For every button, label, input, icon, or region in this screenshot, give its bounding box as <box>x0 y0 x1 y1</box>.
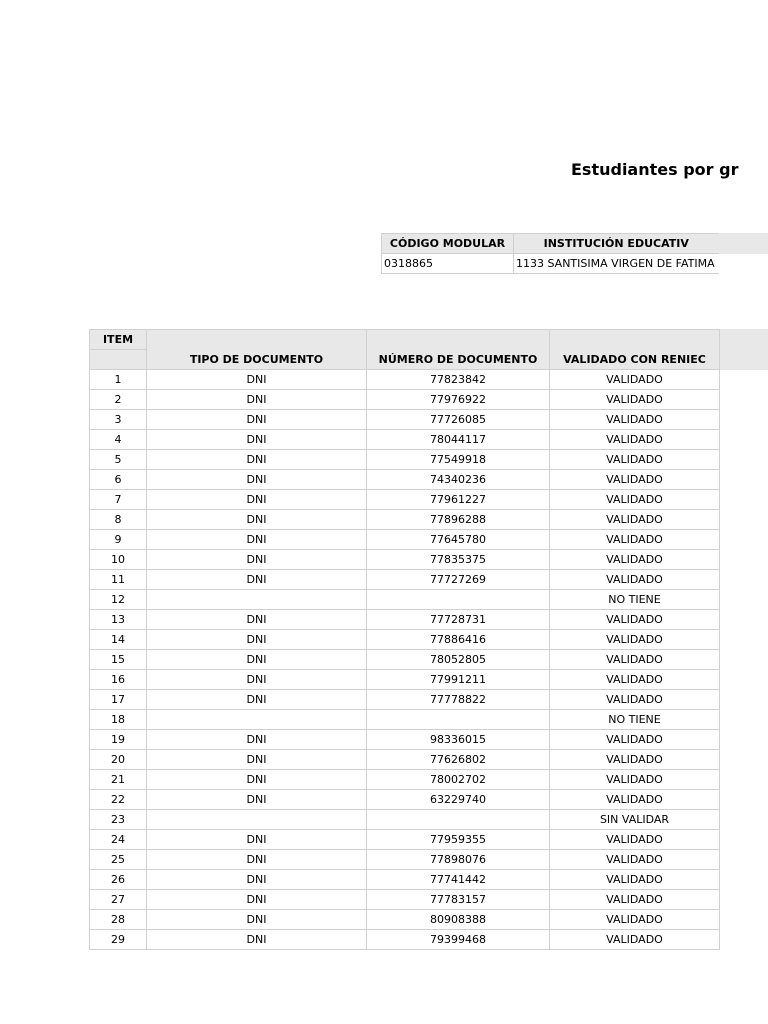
item-cell: 21 <box>90 770 147 790</box>
validado-cell: NO TIENE <box>550 590 720 610</box>
numero-documento-cell: 77886416 <box>367 630 550 650</box>
tipo-documento-cell: DNI <box>147 770 367 790</box>
header-numero-documento: NÚMERO DE DOCUMENTO <box>367 350 550 370</box>
tipo-documento-cell: DNI <box>147 930 367 950</box>
tipo-documento-cell: DNI <box>147 430 367 450</box>
numero-documento-cell: 78052805 <box>367 650 550 670</box>
validado-cell: SIN VALIDAR <box>550 810 720 830</box>
validado-cell: VALIDADO <box>550 610 720 630</box>
validado-cell: VALIDADO <box>550 650 720 670</box>
tipo-documento-cell: DNI <box>147 410 367 430</box>
tipo-documento-cell: DNI <box>147 490 367 510</box>
item-cell: 3 <box>90 410 147 430</box>
validado-cell: VALIDADO <box>550 830 720 850</box>
tipo-documento-cell: DNI <box>147 670 367 690</box>
item-cell: 9 <box>90 530 147 550</box>
item-cell: 22 <box>90 790 147 810</box>
table-row <box>90 770 720 790</box>
numero-documento-cell: 77961227 <box>367 490 550 510</box>
validado-cell: VALIDADO <box>550 910 720 930</box>
table-row <box>90 390 720 410</box>
table-row <box>90 410 720 430</box>
validado-cell: VALIDADO <box>550 510 720 530</box>
tipo-documento-cell: DNI <box>147 870 367 890</box>
tipo-documento-cell: DNI <box>147 610 367 630</box>
tipo-documento-cell: DNI <box>147 470 367 490</box>
item-cell: 14 <box>90 630 147 650</box>
numero-documento-cell: 77976922 <box>367 390 550 410</box>
table-row <box>90 670 720 690</box>
table-row <box>90 750 720 770</box>
numero-documento-cell: 74340236 <box>367 470 550 490</box>
table-row <box>90 710 720 730</box>
item-cell: 11 <box>90 570 147 590</box>
numero-documento-cell: 77778822 <box>367 690 550 710</box>
validado-cell: VALIDADO <box>550 430 720 450</box>
validado-cell: VALIDADO <box>550 790 720 810</box>
table-row <box>90 870 720 890</box>
validado-cell: VALIDADO <box>550 890 720 910</box>
table-row <box>90 470 720 490</box>
item-cell: 7 <box>90 490 147 510</box>
item-cell: 12 <box>90 590 147 610</box>
numero-documento-cell: 77823842 <box>367 370 550 390</box>
item-cell: 25 <box>90 850 147 870</box>
validado-cell: VALIDADO <box>550 410 720 430</box>
tipo-documento-cell <box>147 810 367 830</box>
table-row <box>90 530 720 550</box>
header-blank <box>147 330 367 350</box>
numero-documento-cell: 77728731 <box>367 610 550 630</box>
school-header-row <box>382 234 719 254</box>
tipo-documento-cell: DNI <box>147 690 367 710</box>
item-cell: 20 <box>90 750 147 770</box>
tipo-documento-cell: DNI <box>147 750 367 770</box>
table-row <box>90 550 720 570</box>
tipo-documento-cell: DNI <box>147 530 367 550</box>
tipo-documento-cell: DNI <box>147 630 367 650</box>
validado-cell: VALIDADO <box>550 550 720 570</box>
header-institucion: INSTITUCIÓN EDUCATIV <box>514 234 719 254</box>
table-row <box>90 730 720 750</box>
validado-cell: VALIDADO <box>550 750 720 770</box>
validado-cell: VALIDADO <box>550 850 720 870</box>
tipo-documento-cell: DNI <box>147 910 367 930</box>
numero-documento-cell: 79399468 <box>367 930 550 950</box>
item-cell: 18 <box>90 710 147 730</box>
table-row <box>90 650 720 670</box>
tipo-documento-cell: DNI <box>147 550 367 570</box>
numero-documento-cell: 77726085 <box>367 410 550 430</box>
numero-documento-cell: 98336015 <box>367 730 550 750</box>
validado-cell: VALIDADO <box>550 630 720 650</box>
tipo-documento-cell: DNI <box>147 450 367 470</box>
institucion-value: 1133 SANTISIMA VIRGEN DE FATIMA <box>514 254 719 274</box>
item-cell: 5 <box>90 450 147 470</box>
numero-documento-cell: 77991211 <box>367 670 550 690</box>
validado-cell: VALIDADO <box>550 570 720 590</box>
students-table <box>89 329 720 950</box>
validado-cell: VALIDADO <box>550 530 720 550</box>
item-cell: 13 <box>90 610 147 630</box>
validado-cell: VALIDADO <box>550 770 720 790</box>
school-header-overflow <box>719 233 768 254</box>
item-cell: 26 <box>90 870 147 890</box>
codigo-modular-value: 0318865 <box>382 254 514 274</box>
validado-cell: VALIDADO <box>550 670 720 690</box>
header-validado-reniec: VALIDADO CON RENIEC <box>550 350 720 370</box>
validado-cell: VALIDADO <box>550 470 720 490</box>
header-blank <box>550 330 720 350</box>
numero-documento-cell <box>367 590 550 610</box>
item-cell: 16 <box>90 670 147 690</box>
header-item: ITEM <box>90 330 147 350</box>
item-cell: 10 <box>90 550 147 570</box>
table-row <box>90 890 720 910</box>
tipo-documento-cell: DNI <box>147 370 367 390</box>
numero-documento-cell: 80908388 <box>367 910 550 930</box>
item-cell: 29 <box>90 930 147 950</box>
numero-documento-cell <box>367 710 550 730</box>
item-cell: 4 <box>90 430 147 450</box>
header-codigo-modular: CÓDIGO MODULAR <box>382 234 514 254</box>
numero-documento-cell: 77835375 <box>367 550 550 570</box>
numero-documento-cell: 77741442 <box>367 870 550 890</box>
numero-documento-cell <box>367 810 550 830</box>
tipo-documento-cell: DNI <box>147 570 367 590</box>
tipo-documento-cell: DNI <box>147 650 367 670</box>
validado-cell: VALIDADO <box>550 450 720 470</box>
validado-cell: VALIDADO <box>550 490 720 510</box>
validado-cell: VALIDADO <box>550 870 720 890</box>
item-cell: 15 <box>90 650 147 670</box>
table-row <box>90 430 720 450</box>
item-cell: 8 <box>90 510 147 530</box>
numero-documento-cell: 63229740 <box>367 790 550 810</box>
numero-documento-cell: 78044117 <box>367 430 550 450</box>
numero-documento-cell: 77626802 <box>367 750 550 770</box>
numero-documento-cell: 77645780 <box>367 530 550 550</box>
tipo-documento-cell: DNI <box>147 730 367 750</box>
table-row <box>90 610 720 630</box>
students-header-row-1 <box>90 330 720 350</box>
table-row <box>90 830 720 850</box>
tipo-documento-cell: DNI <box>147 390 367 410</box>
tipo-documento-cell: DNI <box>147 890 367 910</box>
numero-documento-cell: 77549918 <box>367 450 550 470</box>
item-cell: 6 <box>90 470 147 490</box>
validado-cell: VALIDADO <box>550 730 720 750</box>
tipo-documento-cell <box>147 590 367 610</box>
tipo-documento-cell: DNI <box>147 510 367 530</box>
table-row <box>90 450 720 470</box>
table-row <box>90 930 720 950</box>
numero-documento-cell: 78002702 <box>367 770 550 790</box>
validado-cell: VALIDADO <box>550 690 720 710</box>
table-row <box>90 510 720 530</box>
school-row <box>382 254 719 274</box>
school-table <box>381 233 719 274</box>
header-tipo-documento: TIPO DE DOCUMENTO <box>147 350 367 370</box>
numero-documento-cell: 77783157 <box>367 890 550 910</box>
students-header-row-2 <box>90 350 720 370</box>
item-cell: 28 <box>90 910 147 930</box>
tipo-documento-cell: DNI <box>147 790 367 810</box>
students-header-overflow <box>719 329 768 370</box>
item-cell: 23 <box>90 810 147 830</box>
table-row <box>90 590 720 610</box>
table-row <box>90 370 720 390</box>
table-row <box>90 850 720 870</box>
validado-cell: NO TIENE <box>550 710 720 730</box>
numero-documento-cell: 77898076 <box>367 850 550 870</box>
item-cell: 24 <box>90 830 147 850</box>
table-row <box>90 630 720 650</box>
tipo-documento-cell: DNI <box>147 850 367 870</box>
header-blank <box>367 330 550 350</box>
item-cell: 19 <box>90 730 147 750</box>
item-cell: 1 <box>90 370 147 390</box>
table-row <box>90 690 720 710</box>
numero-documento-cell: 77959355 <box>367 830 550 850</box>
table-row <box>90 910 720 930</box>
tipo-documento-cell: DNI <box>147 830 367 850</box>
table-row <box>90 810 720 830</box>
validado-cell: VALIDADO <box>550 390 720 410</box>
page-title: Estudiantes por gr <box>571 160 739 179</box>
item-cell: 27 <box>90 890 147 910</box>
item-cell: 17 <box>90 690 147 710</box>
table-row <box>90 570 720 590</box>
numero-documento-cell: 77727269 <box>367 570 550 590</box>
table-row <box>90 490 720 510</box>
tipo-documento-cell <box>147 710 367 730</box>
table-row <box>90 790 720 810</box>
numero-documento-cell: 77896288 <box>367 510 550 530</box>
validado-cell: VALIDADO <box>550 370 720 390</box>
item-cell: 2 <box>90 390 147 410</box>
header-blank <box>90 350 147 370</box>
validado-cell: VALIDADO <box>550 930 720 950</box>
